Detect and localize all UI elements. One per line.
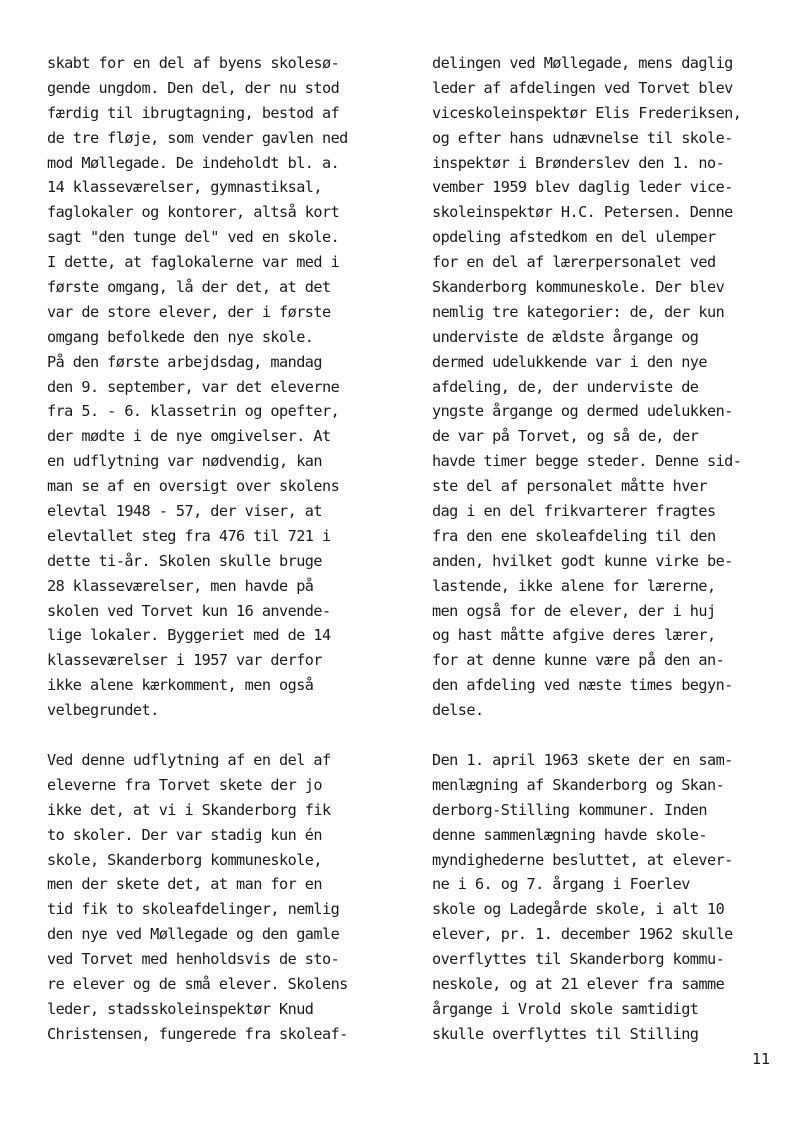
text-line: vember 1959 blev daglig leder vice- [432, 178, 733, 197]
text-line: skabt for en del af byens skolesø- [47, 54, 340, 72]
text-line: dermed udelukkende var i den nye [432, 352, 707, 371]
paragraph-gap [47, 723, 392, 748]
text-line: men også for de elever, der i huj [432, 601, 716, 620]
text-line: lige lokaler. Byggeriet med de 14 [47, 626, 331, 645]
text-line: var de store elever, der i første [47, 302, 331, 321]
text-line: afdeling, de, der underviste de [432, 377, 699, 396]
text-line: første omgang, lå der det, at det [47, 278, 331, 297]
text-line: men der skete det, at man for en [47, 875, 322, 894]
text-line: færdig til ibrugtagning, bestod af [47, 103, 340, 122]
text-line: mod Møllegade. De indeholdt bl. a. [47, 153, 340, 172]
text-line: elevtallet steg fra 476 til 721 i [47, 526, 331, 545]
text-line: skulle overflyttes til Stilling [432, 1024, 699, 1043]
text-line: to skoler. Der var stadig kun én [47, 825, 322, 844]
text-line: gende ungdom. Den del, der nu stod [47, 78, 340, 97]
text-line: leder, stadsskoleinspektør Knud [47, 999, 314, 1018]
text-line: en udflytning var nødvendig, kan [47, 452, 322, 471]
text-line: opdeling afstedkom en del ulemper [432, 228, 716, 247]
text-line: 14 klasseværelser, gymnastiksal, [47, 178, 322, 197]
text-line: skolen ved Torvet kun 16 anvende- [47, 601, 331, 620]
text-line: underviste de ældste årgange og [432, 327, 699, 346]
text-line: velbegrundet. [47, 701, 159, 720]
text-line: re elever og de små elever. Skolens [47, 974, 348, 993]
text-line: Skanderborg kommuneskole. Der blev [432, 278, 725, 297]
text-line: overflyttes til Skanderborg kommu- [432, 950, 725, 969]
text-line: ikke det, at vi i Skanderborg fik [47, 800, 331, 819]
text-line: de tre fløje, som vender gavlen ned [47, 128, 348, 147]
text-line: anden, hvilket godt kunne virke be- [432, 551, 733, 570]
text-line: neskole, og at 21 elever fra samme [432, 974, 725, 993]
text-line: Ved denne udflytning af en del af [47, 750, 331, 769]
text-line: delse. [432, 701, 484, 720]
text-line: ved Torvet med henholdsvis de sto- [47, 950, 340, 969]
text-line: Christensen, fungerede fra skoleaf- [47, 1024, 348, 1043]
text-line: eleverne fra Torvet skete der jo [47, 775, 322, 794]
text-line: den nye ved Møllegade og den gamle [47, 925, 340, 944]
page-number: 11 [752, 1050, 771, 1068]
text-line: den 9. september, var det eleverne [47, 377, 340, 396]
text-line: elever, pr. 1. december 1962 skulle [432, 925, 733, 944]
text-line: lastende, ikke alene for lærerne, [432, 576, 716, 595]
text-line: fra den ene skoleafdeling til den [432, 526, 716, 545]
text-line: sagt "den tunge del" ved en skole. [47, 228, 340, 247]
text-line: I dette, at faglokalerne var med i [47, 253, 340, 272]
text-line: denne sammenlægning havde skole- [432, 825, 707, 844]
text-line: fra 5. - 6. klassetrin og opefter, [47, 402, 340, 421]
text-line: leder af afdelingen ved Torvet blev [432, 78, 733, 97]
text-line: for en del af lærerpersonalet ved [432, 253, 716, 272]
text-line: skoleinspektør H.C. Petersen. Denne [432, 203, 733, 222]
text-line: viceskoleinspektør Elis Frederiksen, [432, 103, 742, 122]
text-line: menlægning af Skanderborg og Skan- [432, 775, 725, 794]
text-line: dette ti-år. Skolen skulle bruge [47, 551, 322, 570]
text-line: og hast måtte afgive deres lærer, [432, 626, 716, 645]
text-line: dag i en del frikvarterer fragtes [432, 502, 716, 521]
text-line: På den første arbejdsdag, mandag [47, 352, 322, 371]
text-line: myndighederne besluttet, at elever- [432, 850, 733, 869]
text-line: skole, Skanderborg kommuneskole, [47, 850, 322, 869]
left-column [47, 51, 392, 1047]
right-column [432, 51, 777, 1047]
text-line: den afdeling ved næste times begyn- [432, 676, 733, 695]
right-paragraph-2 [432, 748, 777, 1047]
text-line: ne i 6. og 7. årgang i Foerlev [432, 875, 690, 894]
text-line: Den 1. april 1963 skete der en sam- [432, 750, 733, 769]
text-line: der mødte i de nye omgivelser. At [47, 427, 331, 446]
paragraph-gap [432, 723, 777, 748]
right-paragraph-1 [432, 51, 777, 723]
text-line: man se af en oversigt over skolens [47, 477, 340, 496]
text-line: skole og Ladegårde skole, i alt 10 [432, 900, 725, 919]
text-line: yngste årgange og dermed udelukken- [432, 402, 733, 421]
text-line: for at denne kunne være på den an- [432, 651, 725, 670]
text-line: og efter hans udnævnelse til skole- [432, 128, 733, 147]
text-line: 28 klasseværelser, men havde på [47, 576, 314, 595]
text-line: omgang befolkede den nye skole. [47, 327, 314, 346]
text-line: ste del af personalet måtte hver [432, 477, 707, 496]
text-line: derborg-Stilling kommuner. Inden [432, 800, 707, 819]
left-paragraph-2 [47, 748, 392, 1047]
text-line: havde timer begge steder. Denne sid- [432, 452, 742, 471]
text-line: elevtal 1948 - 57, der viser, at [47, 502, 322, 521]
text-line: årgange i Vrold skole samtidigt [432, 999, 699, 1018]
text-line: nemlig tre kategorier: de, der kun [432, 302, 725, 321]
text-line: inspektør i Brønderslev den 1. no- [432, 153, 725, 172]
text-line: delingen ved Møllegade, mens daglig [432, 54, 733, 72]
text-line: ikke alene kærkomment, men også [47, 676, 314, 695]
text-line: de var på Torvet, og så de, der [432, 427, 699, 446]
text-line: tid fik to skoleafdelinger, nemlig [47, 900, 340, 919]
left-paragraph-1 [47, 51, 392, 723]
text-line: faglokaler og kontorer, altså kort [47, 203, 340, 222]
text-line: klasseværelser i 1957 var derfor [47, 651, 322, 670]
